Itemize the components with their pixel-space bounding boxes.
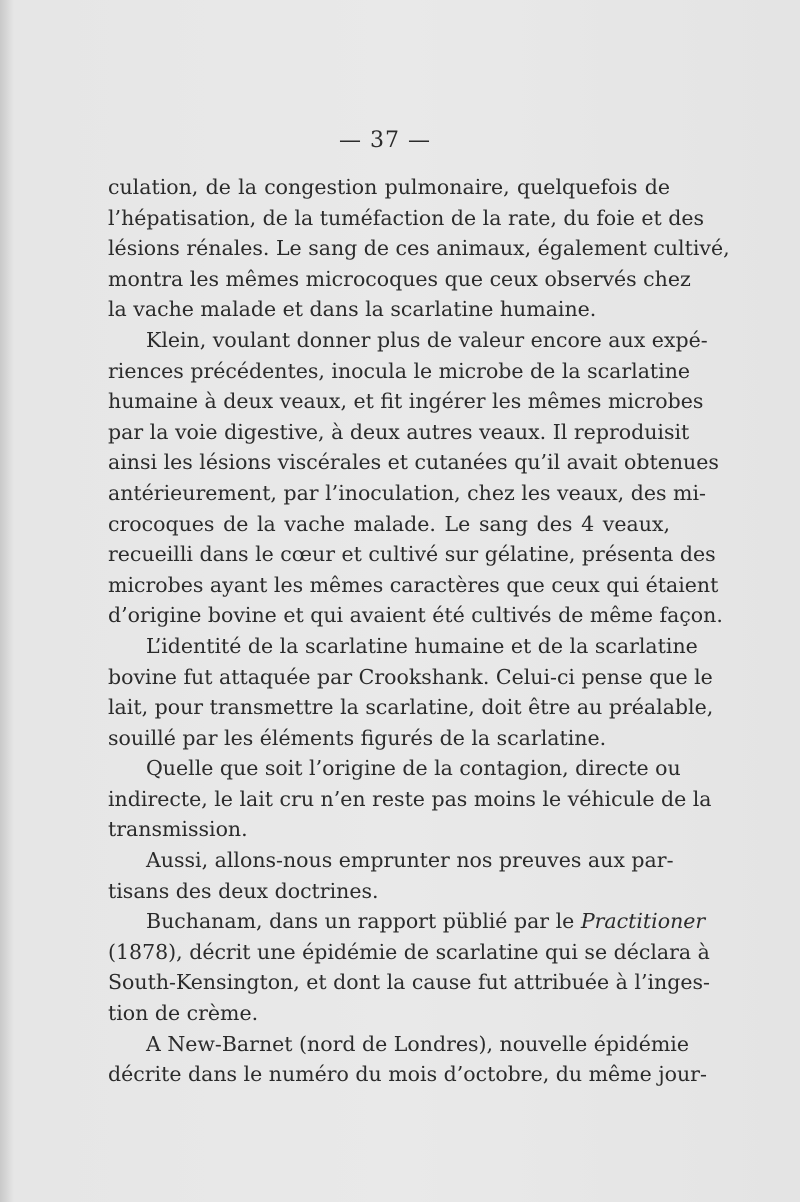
text-line: montra les mêmes microcoques que ceux observés chez	[108, 266, 691, 291]
page-number: — 37 —	[339, 128, 431, 153]
paragraph-start-line: L’identité de la scarlatine humaine et de la scarlatine	[146, 633, 698, 658]
text-line: d’origine bovine et qui avaient été cultivés de même façon.	[108, 603, 723, 628]
paragraph-start-line: Aussi, allons-nous emprunter nos preuves aux par-	[146, 848, 674, 873]
text-line: tisans des deux doctrines.	[108, 878, 379, 903]
text-line: tion de crème.	[108, 1001, 259, 1026]
text-line: South-Kensington, et dont la cause fut attribuée à l’inges-	[108, 970, 710, 995]
text-line: par la voie digestive, à deux autres veaux. Il reproduisit	[108, 419, 690, 444]
paragraph-start-line: Quelle que soit l’origine de la contagion, directe ou	[146, 756, 681, 781]
body-text	[108, 172, 730, 1090]
text-line: indirecte, le lait cru n’en reste pas moins le véhicule de la	[108, 786, 712, 811]
text-line: décrite dans le numéro du mois d’octobre, du même jour-	[108, 1062, 707, 1087]
paragraph-start-line	[108, 906, 706, 937]
text-line: bovine fut attaquée par Crookshank. Celui-ci pense que le	[108, 664, 713, 689]
text-line: la vache malade et dans la scarlatine humaine.	[108, 297, 597, 322]
paragraph-start-line: A New-Barnet (nord de Londres), nouvelle épidémie	[146, 1031, 689, 1056]
text-line: culation, de la congestion pulmonaire, quelquefois de	[108, 175, 670, 199]
text-line: (1878), décrit une épidémie de scarlatine qui se déclara à	[108, 939, 710, 964]
text-line: lésions rénales. Le sang de ces animaux, également cultivé,	[108, 236, 730, 261]
paragraph-start-line: Klein, voulant donner plus de valeur encore aux expé-	[146, 327, 708, 352]
text-line: transmission.	[108, 817, 248, 842]
text-line-segment: Buchanam, dans un rapport püblié par le	[146, 909, 575, 934]
text-line: recueilli dans le cœur et cultivé sur gélatine, présenta des	[108, 542, 716, 567]
text-line: souillé par les éléments figurés de la scarlatine.	[108, 725, 607, 750]
text-line: riences précédentes, inocula le microbe de la scarlatine	[108, 358, 691, 383]
text-line: crocoques de la vache malade. Le sang des 4 veaux,	[108, 511, 670, 536]
text-line: ainsi les lésions viscérales et cutanées qu’il avait obtenues	[108, 450, 719, 475]
journal-title: Practitioner	[580, 909, 706, 934]
text-line: lait, pour transmettre la scarlatine, doit être au préalable,	[108, 695, 714, 720]
text-line: l’hépatisation, de la tuméfaction de la rate, du foie et des	[108, 205, 705, 230]
text-line: antérieurement, par l’inoculation, chez les veaux, des mi-	[108, 480, 706, 505]
text-line: humaine à deux veaux, et fit ingérer les mêmes microbes	[108, 389, 704, 414]
text-line: microbes ayant les mêmes caractères que ceux qui étaient	[108, 572, 719, 597]
